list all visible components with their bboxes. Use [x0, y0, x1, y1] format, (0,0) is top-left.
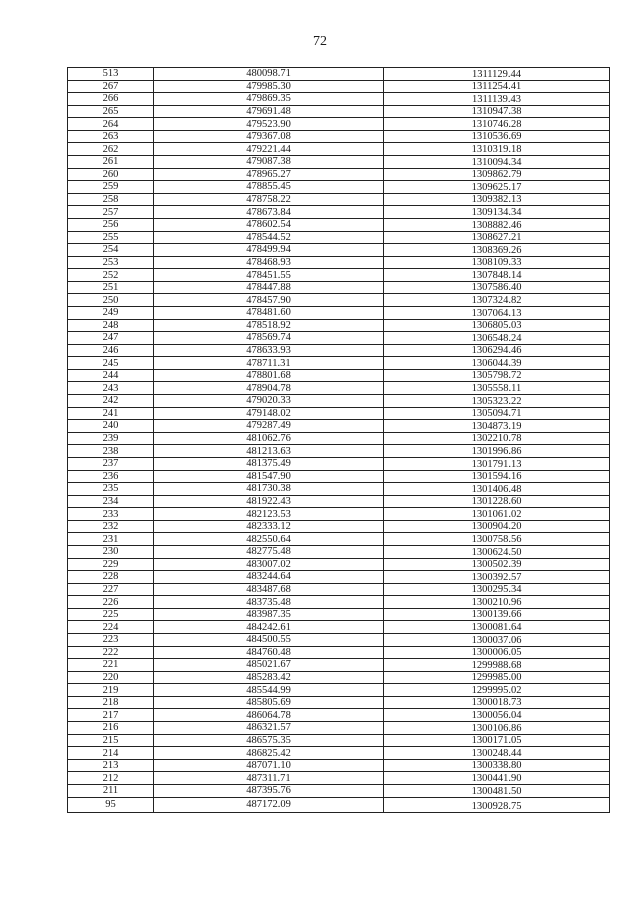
- x-coordinate-cell: 478633.93: [154, 344, 384, 357]
- x-coordinate-cell: 487172.09: [154, 797, 384, 812]
- y-coordinate-cell: 1309134.34: [384, 206, 610, 219]
- point-number-cell: 235: [68, 483, 154, 496]
- table-row: [68, 583, 610, 596]
- x-coordinate-cell: 478481.60: [154, 306, 384, 319]
- x-coordinate-cell: 478801.68: [154, 369, 384, 382]
- point-number-cell: 240: [68, 420, 154, 433]
- point-number-cell: 245: [68, 357, 154, 370]
- x-coordinate-cell: 482775.48: [154, 545, 384, 558]
- point-number-cell: 219: [68, 684, 154, 697]
- x-coordinate-cell: 484500.55: [154, 634, 384, 647]
- table-row: [68, 621, 610, 634]
- x-coordinate-cell: 486321.57: [154, 722, 384, 735]
- point-number-cell: 260: [68, 168, 154, 181]
- point-number-cell: 241: [68, 407, 154, 420]
- y-coordinate-cell: 1304873.19: [384, 420, 610, 433]
- table-row: [68, 319, 610, 332]
- point-number-cell: 218: [68, 696, 154, 709]
- point-number-cell: 213: [68, 759, 154, 772]
- point-number-cell: 236: [68, 470, 154, 483]
- table-row: [68, 759, 610, 772]
- point-number-cell: 221: [68, 659, 154, 672]
- point-number-cell: 261: [68, 156, 154, 169]
- y-coordinate-cell: 1299985.00: [384, 671, 610, 684]
- table-row: [68, 571, 610, 584]
- y-coordinate-cell: 1300624.50: [384, 545, 610, 558]
- y-coordinate-cell: 1300106.86: [384, 722, 610, 735]
- table-row: [68, 206, 610, 219]
- x-coordinate-cell: 483987.35: [154, 608, 384, 621]
- y-coordinate-cell: 1300056.04: [384, 709, 610, 722]
- x-coordinate-cell: 478711.31: [154, 357, 384, 370]
- x-coordinate-cell: 478758.22: [154, 193, 384, 206]
- table-row: [68, 684, 610, 697]
- table-row: [68, 696, 610, 709]
- table-row: [68, 508, 610, 521]
- x-coordinate-cell: 485805.69: [154, 696, 384, 709]
- y-coordinate-cell: 1300037.06: [384, 634, 610, 647]
- x-coordinate-cell: 478855.45: [154, 181, 384, 194]
- y-coordinate-cell: 1310094.34: [384, 156, 610, 169]
- point-number-cell: 227: [68, 583, 154, 596]
- coordinates-table-body: [68, 68, 610, 813]
- y-coordinate-cell: 1301791.13: [384, 457, 610, 470]
- y-coordinate-cell: 1300171.05: [384, 734, 610, 747]
- point-number-cell: 263: [68, 130, 154, 143]
- x-coordinate-cell: 478602.54: [154, 218, 384, 231]
- y-coordinate-cell: 1301406.48: [384, 483, 610, 496]
- table-row: [68, 143, 610, 156]
- point-number-cell: 217: [68, 709, 154, 722]
- table-row: [68, 407, 610, 420]
- y-coordinate-cell: 1301061.02: [384, 508, 610, 521]
- y-coordinate-cell: 1305323.22: [384, 395, 610, 408]
- x-coordinate-cell: 479523.90: [154, 118, 384, 131]
- x-coordinate-cell: 478499.94: [154, 244, 384, 257]
- x-coordinate-cell: 483735.48: [154, 596, 384, 609]
- x-coordinate-cell: 482550.64: [154, 533, 384, 546]
- table-row: [68, 483, 610, 496]
- table-row: [68, 168, 610, 181]
- point-number-cell: 232: [68, 520, 154, 533]
- table-row: [68, 533, 610, 546]
- x-coordinate-cell: 484760.48: [154, 646, 384, 659]
- point-number-cell: 259: [68, 181, 154, 194]
- y-coordinate-cell: 1307064.13: [384, 306, 610, 319]
- y-coordinate-cell: 1310947.38: [384, 105, 610, 118]
- table-row: [68, 747, 610, 760]
- y-coordinate-cell: 1307324.82: [384, 294, 610, 307]
- point-number-cell: 220: [68, 671, 154, 684]
- x-coordinate-cell: 486064.78: [154, 709, 384, 722]
- x-coordinate-cell: 485283.42: [154, 671, 384, 684]
- table-row: [68, 722, 610, 735]
- point-number-cell: 239: [68, 432, 154, 445]
- table-row: [68, 130, 610, 143]
- table-row: [68, 432, 610, 445]
- y-coordinate-cell: 1305558.11: [384, 382, 610, 395]
- y-coordinate-cell: 1309382.13: [384, 193, 610, 206]
- x-coordinate-cell: 478673.84: [154, 206, 384, 219]
- table-row: [68, 306, 610, 319]
- y-coordinate-cell: 1308369.26: [384, 244, 610, 257]
- x-coordinate-cell: 479148.02: [154, 407, 384, 420]
- point-number-cell: 95: [68, 797, 154, 812]
- table-row: [68, 558, 610, 571]
- point-number-cell: 247: [68, 332, 154, 345]
- x-coordinate-cell: 479691.48: [154, 105, 384, 118]
- y-coordinate-cell: 1300502.39: [384, 558, 610, 571]
- point-number-cell: 250: [68, 294, 154, 307]
- y-coordinate-cell: 1301594.16: [384, 470, 610, 483]
- y-coordinate-cell: 1300392.57: [384, 571, 610, 584]
- x-coordinate-cell: 478468.93: [154, 256, 384, 269]
- table-row: [68, 244, 610, 257]
- y-coordinate-cell: 1311129.44: [384, 68, 610, 81]
- x-coordinate-cell: 478569.74: [154, 332, 384, 345]
- x-coordinate-cell: 481375.49: [154, 457, 384, 470]
- y-coordinate-cell: 1300210.96: [384, 596, 610, 609]
- point-number-cell: 244: [68, 369, 154, 382]
- y-coordinate-cell: 1299988.68: [384, 659, 610, 672]
- x-coordinate-cell: 479087.38: [154, 156, 384, 169]
- point-number-cell: 265: [68, 105, 154, 118]
- point-number-cell: 211: [68, 784, 154, 797]
- point-number-cell: 248: [68, 319, 154, 332]
- x-coordinate-cell: 486575.35: [154, 734, 384, 747]
- y-coordinate-cell: 1306294.46: [384, 344, 610, 357]
- point-number-cell: 230: [68, 545, 154, 558]
- x-coordinate-cell: 487311.71: [154, 772, 384, 785]
- table-row: [68, 784, 610, 797]
- y-coordinate-cell: 1306805.03: [384, 319, 610, 332]
- point-number-cell: 267: [68, 80, 154, 93]
- x-coordinate-cell: 478447.88: [154, 281, 384, 294]
- y-coordinate-cell: 1300441.90: [384, 772, 610, 785]
- point-number-cell: 231: [68, 533, 154, 546]
- point-number-cell: 266: [68, 93, 154, 106]
- x-coordinate-cell: 485021.67: [154, 659, 384, 672]
- table-row: [68, 269, 610, 282]
- x-coordinate-cell: 481062.76: [154, 432, 384, 445]
- table-row: [68, 357, 610, 370]
- table-row: [68, 80, 610, 93]
- point-number-cell: 233: [68, 508, 154, 521]
- point-number-cell: 253: [68, 256, 154, 269]
- table-row: [68, 545, 610, 558]
- point-number-cell: 226: [68, 596, 154, 609]
- table-row: [68, 382, 610, 395]
- table-row: [68, 634, 610, 647]
- table-row: [68, 294, 610, 307]
- y-coordinate-cell: 1308627.21: [384, 231, 610, 244]
- table-row: [68, 596, 610, 609]
- table-row: [68, 281, 610, 294]
- x-coordinate-cell: 478544.52: [154, 231, 384, 244]
- x-coordinate-cell: 478451.55: [154, 269, 384, 282]
- table-row: [68, 93, 610, 106]
- y-coordinate-cell: 1309862.79: [384, 168, 610, 181]
- table-row: [68, 344, 610, 357]
- point-number-cell: 243: [68, 382, 154, 395]
- x-coordinate-cell: 480098.71: [154, 68, 384, 81]
- y-coordinate-cell: 1299995.02: [384, 684, 610, 697]
- table-row: [68, 231, 610, 244]
- y-coordinate-cell: 1300758.56: [384, 533, 610, 546]
- x-coordinate-cell: 478965.27: [154, 168, 384, 181]
- x-coordinate-cell: 481213.63: [154, 445, 384, 458]
- table-row: [68, 156, 610, 169]
- x-coordinate-cell: 479020.33: [154, 395, 384, 408]
- x-coordinate-cell: 481730.38: [154, 483, 384, 496]
- x-coordinate-cell: 487071.10: [154, 759, 384, 772]
- table-row: [68, 332, 610, 345]
- table-row: [68, 457, 610, 470]
- point-number-cell: 212: [68, 772, 154, 785]
- y-coordinate-cell: 1300904.20: [384, 520, 610, 533]
- point-number-cell: 229: [68, 558, 154, 571]
- point-number-cell: 215: [68, 734, 154, 747]
- y-coordinate-cell: 1311254.41: [384, 80, 610, 93]
- table-row: [68, 797, 610, 812]
- point-number-cell: 257: [68, 206, 154, 219]
- table-row: [68, 772, 610, 785]
- point-number-cell: 224: [68, 621, 154, 634]
- x-coordinate-cell: 481922.43: [154, 495, 384, 508]
- y-coordinate-cell: 1310746.28: [384, 118, 610, 131]
- table-row: [68, 105, 610, 118]
- page-number: 72: [313, 34, 327, 49]
- table-row: [68, 369, 610, 382]
- point-number-cell: 246: [68, 344, 154, 357]
- table-row: [68, 646, 610, 659]
- y-coordinate-cell: 1309625.17: [384, 181, 610, 194]
- point-number-cell: 252: [68, 269, 154, 282]
- table-row: [68, 734, 610, 747]
- table-row: [68, 395, 610, 408]
- coordinates-table: [67, 67, 610, 813]
- y-coordinate-cell: 1306044.39: [384, 357, 610, 370]
- point-number-cell: 513: [68, 68, 154, 81]
- y-coordinate-cell: 1311139.43: [384, 93, 610, 106]
- point-number-cell: 251: [68, 281, 154, 294]
- point-number-cell: 222: [68, 646, 154, 659]
- table-row: [68, 709, 610, 722]
- y-coordinate-cell: 1300081.64: [384, 621, 610, 634]
- y-coordinate-cell: 1300928.75: [384, 797, 610, 812]
- y-coordinate-cell: 1302210.78: [384, 432, 610, 445]
- x-coordinate-cell: 482333.12: [154, 520, 384, 533]
- y-coordinate-cell: 1300018.73: [384, 696, 610, 709]
- x-coordinate-cell: 479221.44: [154, 143, 384, 156]
- point-number-cell: 238: [68, 445, 154, 458]
- y-coordinate-cell: 1305798.72: [384, 369, 610, 382]
- y-coordinate-cell: 1300338.80: [384, 759, 610, 772]
- point-number-cell: 216: [68, 722, 154, 735]
- point-number-cell: 258: [68, 193, 154, 206]
- y-coordinate-cell: 1305094.71: [384, 407, 610, 420]
- x-coordinate-cell: 478457.90: [154, 294, 384, 307]
- point-number-cell: 214: [68, 747, 154, 760]
- x-coordinate-cell: 487395.76: [154, 784, 384, 797]
- x-coordinate-cell: 484242.61: [154, 621, 384, 634]
- table-row: [68, 608, 610, 621]
- point-number-cell: 234: [68, 495, 154, 508]
- table-row: [68, 118, 610, 131]
- y-coordinate-cell: 1306548.24: [384, 332, 610, 345]
- x-coordinate-cell: 479287.49: [154, 420, 384, 433]
- table-row: [68, 181, 610, 194]
- y-coordinate-cell: 1307586.40: [384, 281, 610, 294]
- point-number-cell: 242: [68, 395, 154, 408]
- x-coordinate-cell: 483244.64: [154, 571, 384, 584]
- y-coordinate-cell: 1300006.05: [384, 646, 610, 659]
- point-number-cell: 262: [68, 143, 154, 156]
- x-coordinate-cell: 482123.53: [154, 508, 384, 521]
- y-coordinate-cell: 1301996.86: [384, 445, 610, 458]
- y-coordinate-cell: 1300481.50: [384, 784, 610, 797]
- table-row: [68, 495, 610, 508]
- x-coordinate-cell: 483007.02: [154, 558, 384, 571]
- y-coordinate-cell: 1300139.66: [384, 608, 610, 621]
- y-coordinate-cell: 1310319.18: [384, 143, 610, 156]
- x-coordinate-cell: 478904.78: [154, 382, 384, 395]
- table-row: [68, 420, 610, 433]
- point-number-cell: 264: [68, 118, 154, 131]
- x-coordinate-cell: 479869.35: [154, 93, 384, 106]
- x-coordinate-cell: 486825.42: [154, 747, 384, 760]
- y-coordinate-cell: 1301228.60: [384, 495, 610, 508]
- x-coordinate-cell: 485544.99: [154, 684, 384, 697]
- y-coordinate-cell: 1300248.44: [384, 747, 610, 760]
- point-number-cell: 237: [68, 457, 154, 470]
- point-number-cell: 254: [68, 244, 154, 257]
- x-coordinate-cell: 483487.68: [154, 583, 384, 596]
- point-number-cell: 249: [68, 306, 154, 319]
- table-row: [68, 68, 610, 81]
- table-row: [68, 520, 610, 533]
- point-number-cell: 255: [68, 231, 154, 244]
- y-coordinate-cell: 1300295.34: [384, 583, 610, 596]
- x-coordinate-cell: 479985.30: [154, 80, 384, 93]
- y-coordinate-cell: 1307848.14: [384, 269, 610, 282]
- y-coordinate-cell: 1308882.46: [384, 218, 610, 231]
- x-coordinate-cell: 478518.92: [154, 319, 384, 332]
- table-row: [68, 470, 610, 483]
- table-row: [68, 193, 610, 206]
- table-row: [68, 218, 610, 231]
- table-row: [68, 445, 610, 458]
- table-row: [68, 671, 610, 684]
- table-row: [68, 256, 610, 269]
- point-number-cell: 228: [68, 571, 154, 584]
- point-number-cell: 225: [68, 608, 154, 621]
- point-number-cell: 223: [68, 634, 154, 647]
- point-number-cell: 256: [68, 218, 154, 231]
- x-coordinate-cell: 479367.08: [154, 130, 384, 143]
- table-row: [68, 659, 610, 672]
- y-coordinate-cell: 1308109.33: [384, 256, 610, 269]
- y-coordinate-cell: 1310536.69: [384, 130, 610, 143]
- x-coordinate-cell: 481547.90: [154, 470, 384, 483]
